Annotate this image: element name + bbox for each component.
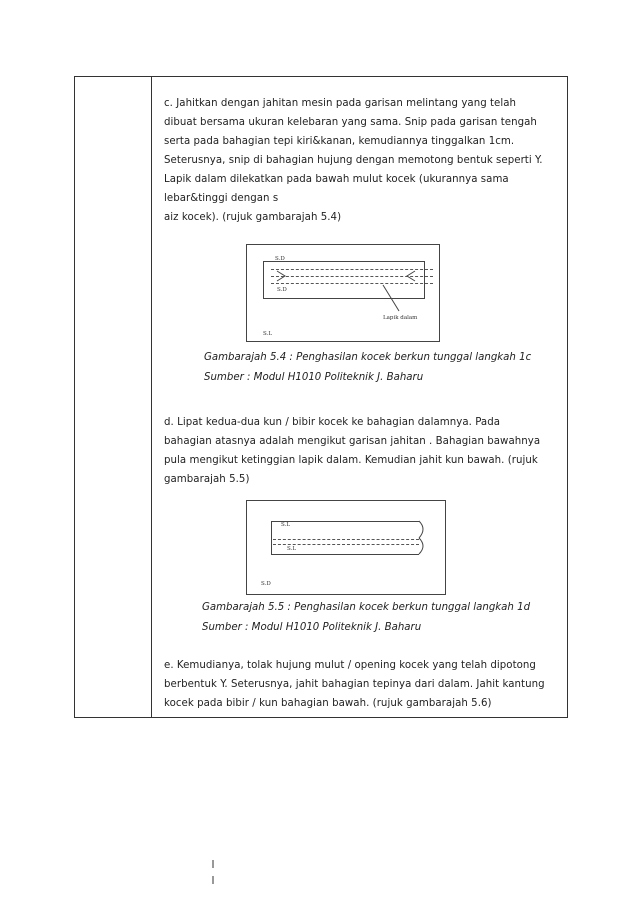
label-sd-bottom: S.D bbox=[277, 287, 287, 293]
figure-detail-svg bbox=[247, 501, 447, 596]
paragraph-d-line: gambarajah 5.5) bbox=[164, 474, 250, 485]
label-sl-top: S.L bbox=[281, 522, 290, 528]
paragraph-d-line: bahagian atasnya adalah mengikut garisan jahitan . Bahagian bawahnya bbox=[164, 436, 541, 447]
paragraph-e-line: kocek pada bibir / kun bahagian bawah. (rujuk gambarajah 5.6) bbox=[164, 698, 492, 709]
caption-5-4 bbox=[204, 348, 531, 388]
caption-source: Sumber : Modul H1010 Politeknik J. Baharu bbox=[204, 372, 424, 383]
label-sd: S.D bbox=[261, 581, 271, 587]
paragraph-c-line: serta pada bahagian tepi kiri&kanan, kemudiannya tinggalkan 1cm. bbox=[164, 136, 515, 147]
label-sd-top: S.D bbox=[275, 256, 285, 262]
paragraph-c-line: lebar&tinggi dengan s bbox=[164, 193, 279, 204]
paragraph-d bbox=[164, 413, 560, 489]
paragraph-c-line: aiz kocek). (rujuk gambarajah 5.4) bbox=[164, 212, 342, 223]
paragraph-e-line: berbentuk Y. Seterusnya, jahit bahagian tepinya dari dalam. Jahit kantung bbox=[164, 679, 545, 690]
paragraph-c-line: Lapik dalam dilekatkan pada bawah mulut kocek (ukurannya sama bbox=[164, 174, 509, 185]
caption-title: Gambarajah 5.5 : Penghasilan kocek berkun tunggal langkah 1d bbox=[202, 602, 531, 613]
paragraph-d-line: pula mengikut ketinggian lapik dalam. Kemudian jahit kun bawah. (rujuk bbox=[164, 455, 538, 466]
label-lapik-dalam: Lapik dalam bbox=[383, 315, 418, 321]
figure-5-4 bbox=[246, 244, 440, 342]
label-sl: S.L bbox=[263, 331, 272, 337]
column-divider bbox=[151, 76, 152, 718]
paragraph-c bbox=[164, 94, 560, 227]
paragraph-e bbox=[164, 656, 560, 713]
paragraph-d-line: d. Lipat kedua-dua kun / bibir kocek ke bahagian dalamnya. Pada bbox=[164, 417, 501, 428]
figure-5-5 bbox=[246, 500, 446, 595]
caption-5-5 bbox=[202, 598, 530, 638]
scan-mark bbox=[212, 876, 214, 884]
scan-mark bbox=[212, 860, 214, 868]
caption-title: Gambarajah 5.4 : Penghasilan kocek berkun tunggal langkah 1c bbox=[204, 352, 532, 363]
label-sl-bottom: S.L bbox=[287, 546, 296, 552]
paragraph-c-line: dibuat bersama ukuran kelebaran yang sama. Snip pada garisan tengah bbox=[164, 117, 537, 128]
paragraph-c-line: c. Jahitkan dengan jahitan mesin pada garisan melintang yang telah bbox=[164, 98, 517, 109]
caption-source: Sumber : Modul H1010 Politeknik J. Baharu bbox=[202, 622, 422, 633]
paragraph-e-line: e. Kemudianya, tolak hujung mulut / opening kocek yang telah dipotong bbox=[164, 660, 536, 671]
paragraph-c-line: Seterusnya, snip di bahagian hujung dengan memotong bentuk seperti Y. bbox=[164, 155, 543, 166]
